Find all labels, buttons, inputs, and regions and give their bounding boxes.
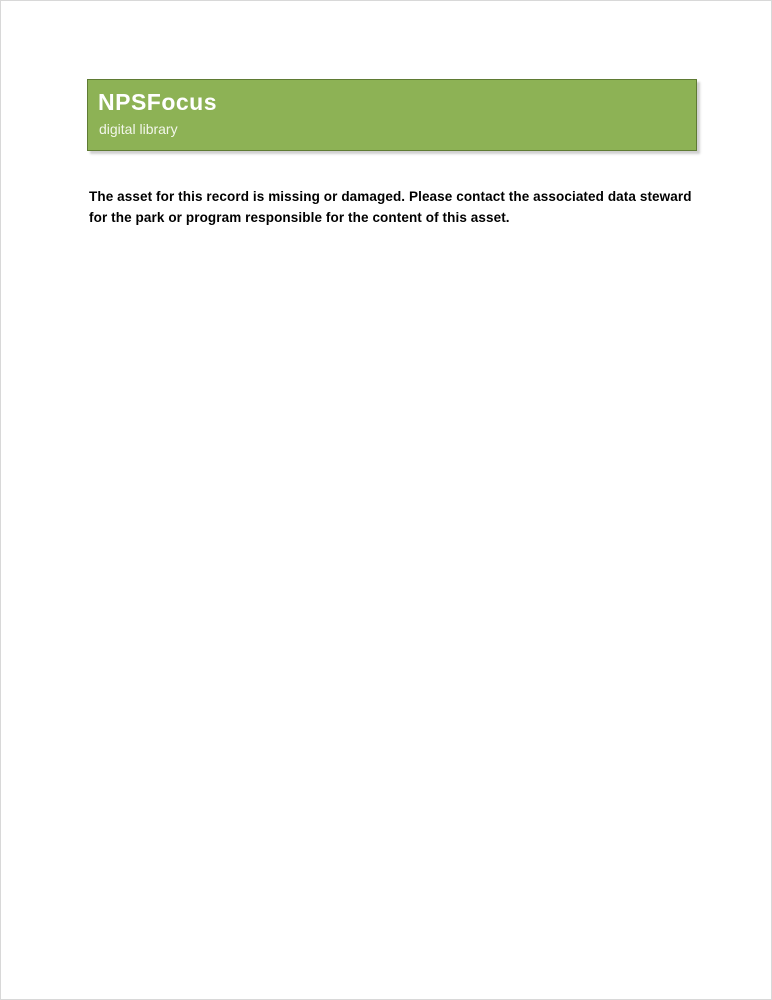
banner-subtitle: digital library: [99, 121, 178, 137]
asset-missing-notice: [89, 187, 692, 229]
nps-focus-banner: [87, 79, 697, 151]
banner-title: NPSFocus: [98, 89, 218, 115]
notice-line-2: for the park or program responsible for the content of this asset.: [89, 209, 510, 225]
notice-line-1: The asset for this record is missing or damaged. Please contact the associated data steward: [89, 189, 692, 204]
